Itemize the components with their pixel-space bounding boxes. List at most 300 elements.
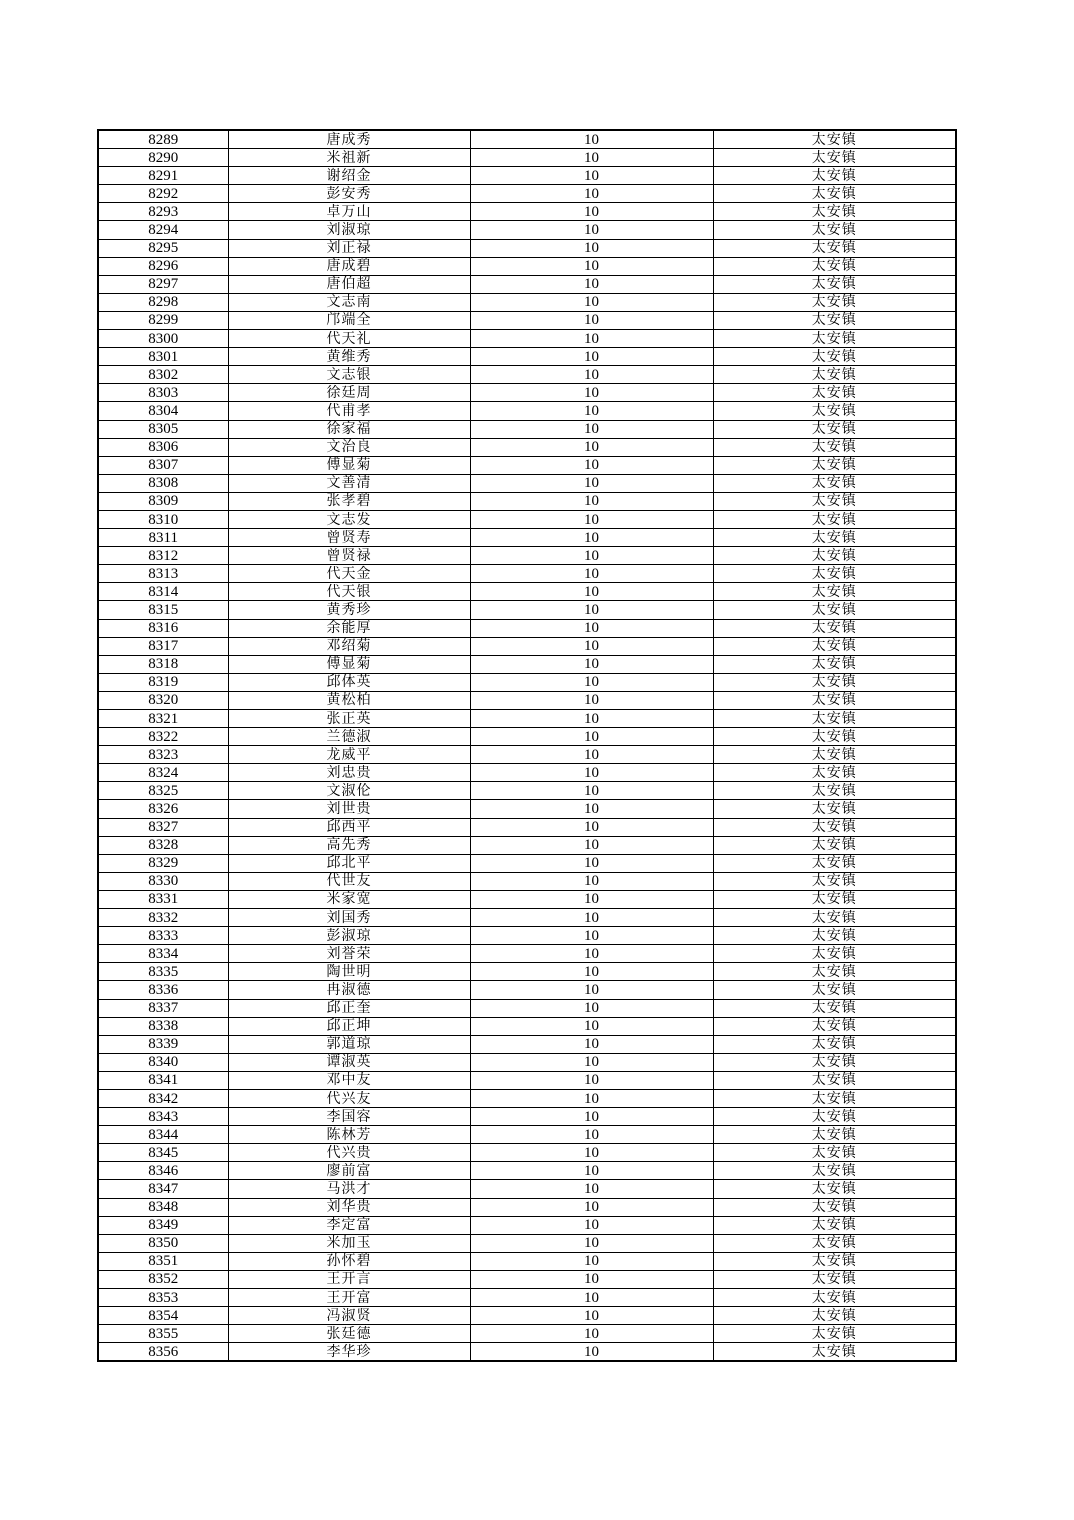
table-row (98, 293, 956, 311)
amount-cell: 10 (470, 149, 713, 167)
row-number-cell: 8318 (98, 655, 228, 673)
amount-cell: 10 (470, 275, 713, 293)
amount-cell: 10 (470, 384, 713, 402)
amount-cell: 10 (470, 203, 713, 221)
row-number-cell: 8341 (98, 1071, 228, 1089)
table-row (98, 1035, 956, 1053)
person-name-cell: 唐成秀 (228, 130, 470, 149)
row-number-cell: 8312 (98, 547, 228, 565)
person-name-cell: 龙威平 (228, 746, 470, 764)
table-row (98, 1126, 956, 1144)
town-name-cell: 太安镇 (713, 203, 956, 221)
amount-cell: 10 (470, 366, 713, 384)
town-name-cell: 太安镇 (713, 1162, 956, 1180)
amount-cell: 10 (470, 909, 713, 927)
table-row (98, 909, 956, 927)
person-name-cell: 兰德淑 (228, 728, 470, 746)
town-name-cell: 太安镇 (713, 474, 956, 492)
amount-cell: 10 (470, 872, 713, 890)
row-number-cell: 8311 (98, 529, 228, 547)
table-row (98, 1180, 956, 1198)
person-name-cell: 彭淑琼 (228, 927, 470, 945)
amount-cell: 10 (470, 800, 713, 818)
table-row (98, 330, 956, 348)
town-name-cell: 太安镇 (713, 854, 956, 872)
town-name-cell: 太安镇 (713, 1180, 956, 1198)
person-name-cell: 曾贤寿 (228, 529, 470, 547)
table-row (98, 854, 956, 872)
town-name-cell: 太安镇 (713, 547, 956, 565)
table-row (98, 764, 956, 782)
row-number-cell: 8316 (98, 619, 228, 637)
table-row (98, 945, 956, 963)
town-name-cell: 太安镇 (713, 1270, 956, 1288)
person-name-cell: 高先秀 (228, 836, 470, 854)
amount-cell: 10 (470, 854, 713, 872)
row-number-cell: 8330 (98, 872, 228, 890)
amount-cell: 10 (470, 257, 713, 275)
amount-cell: 10 (470, 818, 713, 836)
amount-cell: 10 (470, 1089, 713, 1107)
person-name-cell: 谢绍金 (228, 167, 470, 185)
row-number-cell: 8320 (98, 691, 228, 709)
row-number-cell: 8338 (98, 1017, 228, 1035)
table-row (98, 1162, 956, 1180)
town-name-cell: 太安镇 (713, 691, 956, 709)
amount-cell: 10 (470, 402, 713, 420)
amount-cell: 10 (470, 945, 713, 963)
row-number-cell: 8333 (98, 927, 228, 945)
amount-cell: 10 (470, 782, 713, 800)
town-name-cell: 太安镇 (713, 710, 956, 728)
table-row (98, 167, 956, 185)
town-name-cell: 太安镇 (713, 1216, 956, 1234)
town-name-cell: 太安镇 (713, 366, 956, 384)
person-name-cell: 廖前富 (228, 1162, 470, 1180)
amount-cell: 10 (470, 565, 713, 583)
amount-cell: 10 (470, 1053, 713, 1071)
table-row (98, 438, 956, 456)
town-name-cell: 太安镇 (713, 637, 956, 655)
town-name-cell: 太安镇 (713, 239, 956, 257)
town-name-cell: 太安镇 (713, 438, 956, 456)
row-number-cell: 8326 (98, 800, 228, 818)
person-name-cell: 李定富 (228, 1216, 470, 1234)
amount-cell: 10 (470, 130, 713, 149)
person-name-cell: 代天礼 (228, 330, 470, 348)
person-name-cell: 唐伯超 (228, 275, 470, 293)
row-number-cell: 8313 (98, 565, 228, 583)
row-number-cell: 8319 (98, 673, 228, 691)
table-row (98, 348, 956, 366)
town-name-cell: 太安镇 (713, 655, 956, 673)
amount-cell: 10 (470, 1198, 713, 1216)
row-number-cell: 8353 (98, 1289, 228, 1307)
row-number-cell: 8324 (98, 764, 228, 782)
row-number-cell: 8321 (98, 710, 228, 728)
table-row (98, 981, 956, 999)
person-name-cell: 李华珍 (228, 1343, 470, 1362)
amount-cell: 10 (470, 1144, 713, 1162)
record-table (97, 129, 957, 1362)
town-name-cell: 太安镇 (713, 420, 956, 438)
amount-cell: 10 (470, 348, 713, 366)
person-name-cell: 黄松柏 (228, 691, 470, 709)
town-name-cell: 太安镇 (713, 221, 956, 239)
person-name-cell: 王开富 (228, 1289, 470, 1307)
row-number-cell: 8351 (98, 1252, 228, 1270)
amount-cell: 10 (470, 438, 713, 456)
person-name-cell: 米家宽 (228, 890, 470, 908)
table-row (98, 456, 956, 474)
person-name-cell: 文志发 (228, 510, 470, 528)
town-name-cell: 太安镇 (713, 909, 956, 927)
person-name-cell: 曾贤禄 (228, 547, 470, 565)
person-name-cell: 刘世贵 (228, 800, 470, 818)
row-number-cell: 8346 (98, 1162, 228, 1180)
person-name-cell: 黄秀珍 (228, 601, 470, 619)
table-row (98, 728, 956, 746)
person-name-cell: 代兴友 (228, 1089, 470, 1107)
person-name-cell: 邝端全 (228, 311, 470, 329)
row-number-cell: 8342 (98, 1089, 228, 1107)
table-row (98, 1252, 956, 1270)
person-name-cell: 邱西平 (228, 818, 470, 836)
town-name-cell: 太安镇 (713, 782, 956, 800)
table-row (98, 474, 956, 492)
town-name-cell: 太安镇 (713, 872, 956, 890)
row-number-cell: 8306 (98, 438, 228, 456)
person-name-cell: 邱体英 (228, 673, 470, 691)
amount-cell: 10 (470, 1126, 713, 1144)
table-row (98, 1108, 956, 1126)
row-number-cell: 8296 (98, 257, 228, 275)
amount-cell: 10 (470, 529, 713, 547)
person-name-cell: 邓绍菊 (228, 637, 470, 655)
row-number-cell: 8289 (98, 130, 228, 149)
table-row (98, 384, 956, 402)
amount-cell: 10 (470, 185, 713, 203)
amount-cell: 10 (470, 673, 713, 691)
row-number-cell: 8325 (98, 782, 228, 800)
town-name-cell: 太安镇 (713, 945, 956, 963)
person-name-cell: 文善清 (228, 474, 470, 492)
amount-cell: 10 (470, 492, 713, 510)
table-row (98, 185, 956, 203)
person-name-cell: 文淑伦 (228, 782, 470, 800)
row-number-cell: 8356 (98, 1343, 228, 1362)
row-number-cell: 8290 (98, 149, 228, 167)
town-name-cell: 太安镇 (713, 927, 956, 945)
row-number-cell: 8308 (98, 474, 228, 492)
amount-cell: 10 (470, 1343, 713, 1362)
amount-cell: 10 (470, 583, 713, 601)
person-name-cell: 冉淑德 (228, 981, 470, 999)
town-name-cell: 太安镇 (713, 1144, 956, 1162)
town-name-cell: 太安镇 (713, 1234, 956, 1252)
amount-cell: 10 (470, 999, 713, 1017)
amount-cell: 10 (470, 764, 713, 782)
town-name-cell: 太安镇 (713, 583, 956, 601)
row-number-cell: 8328 (98, 836, 228, 854)
town-name-cell: 太安镇 (713, 1198, 956, 1216)
table-row (98, 1144, 956, 1162)
row-number-cell: 8322 (98, 728, 228, 746)
table-row (98, 529, 956, 547)
person-name-cell: 邱正奎 (228, 999, 470, 1017)
row-number-cell: 8348 (98, 1198, 228, 1216)
town-name-cell: 太安镇 (713, 384, 956, 402)
amount-cell: 10 (470, 836, 713, 854)
table-row (98, 1216, 956, 1234)
table-row (98, 890, 956, 908)
town-name-cell: 太安镇 (713, 836, 956, 854)
amount-cell: 10 (470, 547, 713, 565)
row-number-cell: 8339 (98, 1035, 228, 1053)
table-row (98, 583, 956, 601)
town-name-cell: 太安镇 (713, 1289, 956, 1307)
row-number-cell: 8305 (98, 420, 228, 438)
town-name-cell: 太安镇 (713, 601, 956, 619)
table-row (98, 1089, 956, 1107)
person-name-cell: 代兴贵 (228, 1144, 470, 1162)
person-name-cell: 张正英 (228, 710, 470, 728)
person-name-cell: 刘誉荣 (228, 945, 470, 963)
row-number-cell: 8347 (98, 1180, 228, 1198)
amount-cell: 10 (470, 330, 713, 348)
row-number-cell: 8340 (98, 1053, 228, 1071)
person-name-cell: 刘忠贵 (228, 764, 470, 782)
amount-cell: 10 (470, 728, 713, 746)
town-name-cell: 太安镇 (713, 167, 956, 185)
person-name-cell: 徐廷周 (228, 384, 470, 402)
table-row (98, 257, 956, 275)
amount-cell: 10 (470, 927, 713, 945)
row-number-cell: 8332 (98, 909, 228, 927)
town-name-cell: 太安镇 (713, 492, 956, 510)
record-table-body (98, 130, 956, 1361)
table-row (98, 275, 956, 293)
row-number-cell: 8299 (98, 311, 228, 329)
person-name-cell: 米祖新 (228, 149, 470, 167)
row-number-cell: 8298 (98, 293, 228, 311)
table-row (98, 420, 956, 438)
amount-cell: 10 (470, 1216, 713, 1234)
row-number-cell: 8294 (98, 221, 228, 239)
amount-cell: 10 (470, 637, 713, 655)
row-number-cell: 8352 (98, 1270, 228, 1288)
town-name-cell: 太安镇 (713, 529, 956, 547)
amount-cell: 10 (470, 311, 713, 329)
amount-cell: 10 (470, 474, 713, 492)
amount-cell: 10 (470, 1234, 713, 1252)
row-number-cell: 8336 (98, 981, 228, 999)
table-row (98, 1053, 956, 1071)
row-number-cell: 8303 (98, 384, 228, 402)
row-number-cell: 8343 (98, 1108, 228, 1126)
table-row (98, 1017, 956, 1035)
person-name-cell: 代甫孝 (228, 402, 470, 420)
town-name-cell: 太安镇 (713, 510, 956, 528)
town-name-cell: 太安镇 (713, 293, 956, 311)
table-row (98, 1234, 956, 1252)
table-row (98, 239, 956, 257)
row-number-cell: 8315 (98, 601, 228, 619)
town-name-cell: 太安镇 (713, 456, 956, 474)
table-row (98, 691, 956, 709)
town-name-cell: 太安镇 (713, 1325, 956, 1343)
amount-cell: 10 (470, 456, 713, 474)
person-name-cell: 唐成碧 (228, 257, 470, 275)
row-number-cell: 8317 (98, 637, 228, 655)
town-name-cell: 太安镇 (713, 275, 956, 293)
row-number-cell: 8337 (98, 999, 228, 1017)
amount-cell: 10 (470, 890, 713, 908)
town-name-cell: 太安镇 (713, 981, 956, 999)
row-number-cell: 8309 (98, 492, 228, 510)
town-name-cell: 太安镇 (713, 1126, 956, 1144)
row-number-cell: 8314 (98, 583, 228, 601)
table-row (98, 366, 956, 384)
amount-cell: 10 (470, 239, 713, 257)
table-row (98, 130, 956, 149)
amount-cell: 10 (470, 1252, 713, 1270)
row-number-cell: 8304 (98, 402, 228, 420)
town-name-cell: 太安镇 (713, 149, 956, 167)
row-number-cell: 8335 (98, 963, 228, 981)
table-row (98, 1270, 956, 1288)
person-name-cell: 黄维秀 (228, 348, 470, 366)
town-name-cell: 太安镇 (713, 619, 956, 637)
amount-cell: 10 (470, 420, 713, 438)
person-name-cell: 邱北平 (228, 854, 470, 872)
table-row (98, 963, 956, 981)
amount-cell: 10 (470, 710, 713, 728)
amount-cell: 10 (470, 655, 713, 673)
town-name-cell: 太安镇 (713, 673, 956, 691)
table-row (98, 203, 956, 221)
table-row (98, 637, 956, 655)
person-name-cell: 邓中友 (228, 1071, 470, 1089)
table-row (98, 1289, 956, 1307)
table-row (98, 818, 956, 836)
person-name-cell: 刘淑琼 (228, 221, 470, 239)
table-row (98, 927, 956, 945)
town-name-cell: 太安镇 (713, 1017, 956, 1035)
person-name-cell: 文志银 (228, 366, 470, 384)
row-number-cell: 8302 (98, 366, 228, 384)
person-name-cell: 谭淑英 (228, 1053, 470, 1071)
table-row (98, 565, 956, 583)
town-name-cell: 太安镇 (713, 800, 956, 818)
person-name-cell: 文治良 (228, 438, 470, 456)
table-row (98, 510, 956, 528)
person-name-cell: 徐家福 (228, 420, 470, 438)
person-name-cell: 代世友 (228, 872, 470, 890)
table-row (98, 311, 956, 329)
person-name-cell: 傅显菊 (228, 456, 470, 474)
amount-cell: 10 (470, 293, 713, 311)
person-name-cell: 傅显菊 (228, 655, 470, 673)
town-name-cell: 太安镇 (713, 330, 956, 348)
amount-cell: 10 (470, 1162, 713, 1180)
town-name-cell: 太安镇 (713, 890, 956, 908)
town-name-cell: 太安镇 (713, 764, 956, 782)
amount-cell: 10 (470, 221, 713, 239)
table-row (98, 1071, 956, 1089)
table-row (98, 402, 956, 420)
table-row (98, 1325, 956, 1343)
table-row (98, 547, 956, 565)
person-name-cell: 马洪才 (228, 1180, 470, 1198)
row-number-cell: 8345 (98, 1144, 228, 1162)
person-name-cell: 王开言 (228, 1270, 470, 1288)
town-name-cell: 太安镇 (713, 1053, 956, 1071)
person-name-cell: 李国容 (228, 1108, 470, 1126)
town-name-cell: 太安镇 (713, 746, 956, 764)
town-name-cell: 太安镇 (713, 130, 956, 149)
person-name-cell: 米加玉 (228, 1234, 470, 1252)
person-name-cell: 彭安秀 (228, 185, 470, 203)
town-name-cell: 太安镇 (713, 1343, 956, 1362)
table-row (98, 655, 956, 673)
row-number-cell: 8329 (98, 854, 228, 872)
town-name-cell: 太安镇 (713, 257, 956, 275)
town-name-cell: 太安镇 (713, 728, 956, 746)
person-name-cell: 陶世明 (228, 963, 470, 981)
person-name-cell: 张廷德 (228, 1325, 470, 1343)
amount-cell: 10 (470, 1289, 713, 1307)
town-name-cell: 太安镇 (713, 818, 956, 836)
person-name-cell: 刘国秀 (228, 909, 470, 927)
person-name-cell: 刘华贵 (228, 1198, 470, 1216)
person-name-cell: 孙怀碧 (228, 1252, 470, 1270)
town-name-cell: 太安镇 (713, 963, 956, 981)
table-row (98, 221, 956, 239)
table-row (98, 492, 956, 510)
row-number-cell: 8354 (98, 1307, 228, 1325)
table-row (98, 872, 956, 890)
town-name-cell: 太安镇 (713, 1035, 956, 1053)
person-name-cell: 邱正坤 (228, 1017, 470, 1035)
person-name-cell: 陈林芳 (228, 1126, 470, 1144)
table-row (98, 619, 956, 637)
amount-cell: 10 (470, 1325, 713, 1343)
amount-cell: 10 (470, 1017, 713, 1035)
town-name-cell: 太安镇 (713, 1307, 956, 1325)
row-number-cell: 8349 (98, 1216, 228, 1234)
table-row (98, 710, 956, 728)
row-number-cell: 8331 (98, 890, 228, 908)
amount-cell: 10 (470, 981, 713, 999)
table-row (98, 782, 956, 800)
town-name-cell: 太安镇 (713, 1071, 956, 1089)
table-row (98, 746, 956, 764)
row-number-cell: 8327 (98, 818, 228, 836)
town-name-cell: 太安镇 (713, 565, 956, 583)
town-name-cell: 太安镇 (713, 1108, 956, 1126)
amount-cell: 10 (470, 1270, 713, 1288)
person-name-cell: 余能厚 (228, 619, 470, 637)
row-number-cell: 8355 (98, 1325, 228, 1343)
table-row (98, 1198, 956, 1216)
row-number-cell: 8334 (98, 945, 228, 963)
amount-cell: 10 (470, 601, 713, 619)
table-row (98, 601, 956, 619)
row-number-cell: 8323 (98, 746, 228, 764)
town-name-cell: 太安镇 (713, 311, 956, 329)
table-row (98, 800, 956, 818)
